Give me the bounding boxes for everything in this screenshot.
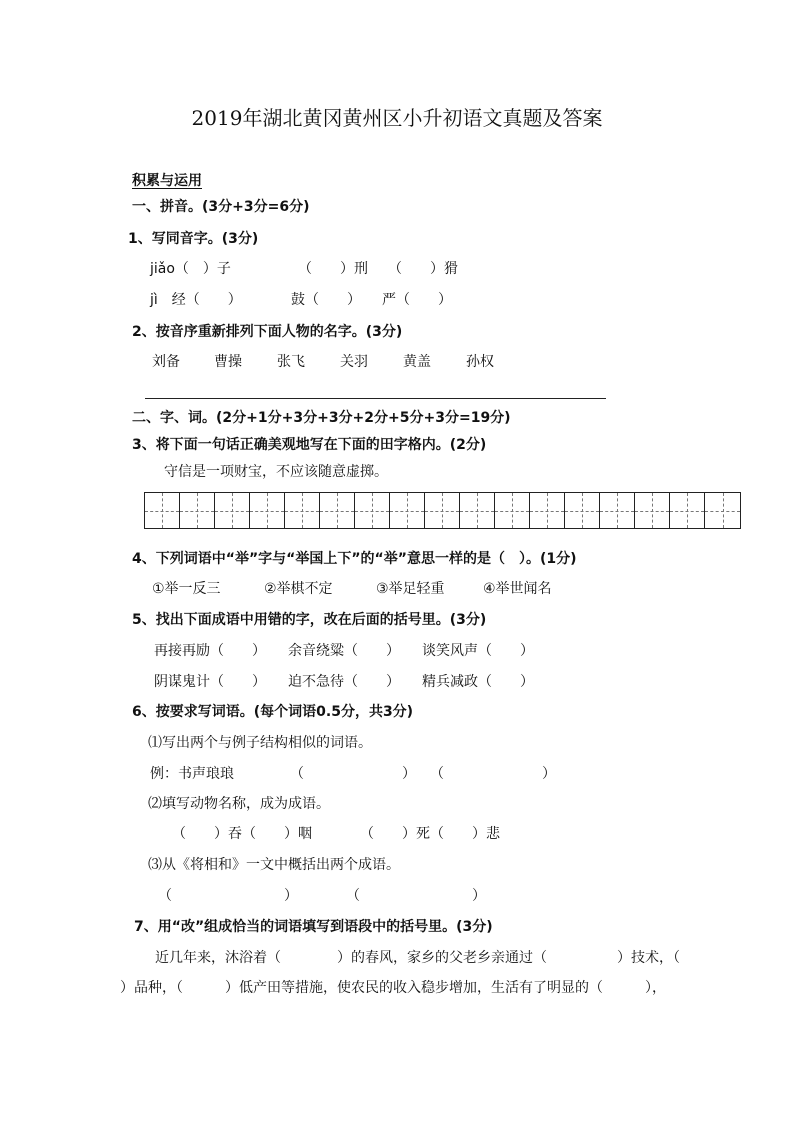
grid-cell[interactable] bbox=[355, 493, 390, 528]
answer-line[interactable] bbox=[145, 398, 606, 399]
grid-cell[interactable] bbox=[285, 493, 320, 528]
q6-sub1: ⑴写出两个与例子结构相似的词语。 bbox=[148, 735, 372, 751]
section-label: 积累与运用 bbox=[132, 173, 202, 189]
grid-cell[interactable] bbox=[145, 493, 180, 528]
idiom-item: 精兵减政（ ） bbox=[422, 674, 534, 690]
grid-cell[interactable] bbox=[530, 493, 565, 528]
part1-heading: 一、拼音。(3分+3分=6分) bbox=[132, 199, 310, 215]
q1-item: 严（ ） bbox=[382, 292, 452, 308]
grid-cell[interactable] bbox=[600, 493, 635, 528]
name-item: 黄盖 bbox=[403, 354, 431, 370]
part2-heading: 二、字、词。(2分+1分+3分+3分+2分+5分+3分=19分) bbox=[132, 410, 511, 426]
grid-cell[interactable] bbox=[565, 493, 600, 528]
grid-cell[interactable] bbox=[250, 493, 285, 528]
idiom-item: 余音绕粱（ ） bbox=[288, 643, 400, 659]
q7-line1: 近几年来，沐浴着（ ）的春风，家乡的父老乡亲通过（ ）技术，（ bbox=[155, 950, 680, 966]
grid-cell[interactable] bbox=[495, 493, 530, 528]
page-title: 2019年湖北黄冈黄州区小升初语文真题及答案 bbox=[191, 106, 603, 130]
name-item: 关羽 bbox=[340, 354, 368, 370]
q1-item: jiǎo（ ）子 bbox=[150, 261, 231, 277]
name-item: 孙权 bbox=[466, 354, 494, 370]
q2-heading: 2、按音序重新排列下面人物的名字。(3分) bbox=[132, 324, 403, 340]
grid-cell[interactable] bbox=[390, 493, 425, 528]
grid-cell[interactable] bbox=[320, 493, 355, 528]
q1-item: jì 经（ ） bbox=[150, 292, 242, 308]
q7-heading: 7、用“改”组成恰当的词语填写到语段中的括号里。(3分) bbox=[134, 919, 493, 935]
tianzige-grid[interactable] bbox=[144, 492, 741, 529]
grid-cell[interactable] bbox=[635, 493, 670, 528]
grid-cell[interactable] bbox=[215, 493, 250, 528]
q6-heading: 6、按要求写词语。(每个词语0.5分，共3分) bbox=[132, 704, 414, 720]
q3-sentence: 守信是一项财宝，不应该随意虚掷。 bbox=[164, 464, 388, 480]
option-item: ①举一反三 bbox=[152, 581, 221, 597]
q1-item: （ ）猾 bbox=[388, 261, 458, 277]
option-item: ②举棋不定 bbox=[264, 581, 333, 597]
option-item: ④举世闻名 bbox=[483, 581, 552, 597]
q6-sub2: ⑵填写动物名称，成为成语。 bbox=[148, 796, 330, 812]
grid-cell[interactable] bbox=[460, 493, 495, 528]
idiom-item: 再接再励（ ） bbox=[154, 643, 266, 659]
q3-heading: 3、将下面一句话正确美观地写在下面的田字格内。(2分) bbox=[132, 437, 487, 453]
q6-example: 例：书声琅琅 bbox=[150, 766, 234, 782]
idiom-item: 谈笑风声（ ） bbox=[422, 643, 534, 659]
q1-heading: 1、写同音字。(3分) bbox=[128, 231, 259, 247]
q1-item: 鼓（ ） bbox=[291, 292, 361, 308]
q6-blank[interactable]: （ ） bbox=[430, 766, 556, 782]
q5-heading: 5、找出下面成语中用错的字，改在后面的括号里。(3分) bbox=[132, 612, 487, 628]
q6-blank[interactable]: （ ） bbox=[290, 766, 416, 782]
idiom-item: 迫不急待（ ） bbox=[288, 674, 400, 690]
q1-item: （ ）刑 bbox=[298, 261, 368, 277]
grid-cell[interactable] bbox=[670, 493, 705, 528]
name-item: 曹操 bbox=[214, 354, 242, 370]
q4-heading: 4、下列词语中“举”字与“举国上下”的“举”意思一样的是（ ）。(1分) bbox=[132, 551, 577, 567]
grid-cell[interactable] bbox=[425, 493, 460, 528]
option-item: ③举足轻重 bbox=[376, 581, 445, 597]
name-item: 张飞 bbox=[277, 354, 305, 370]
q6-sub3: ⑶从《将相和》一文中概括出两个成语。 bbox=[148, 857, 400, 873]
grid-cell[interactable] bbox=[705, 493, 740, 528]
q6-animal[interactable]: （ ）死（ ）悲 bbox=[360, 826, 500, 842]
name-item: 刘备 bbox=[152, 354, 180, 370]
q6-blank[interactable]: （ ） bbox=[346, 888, 486, 904]
q6-animal[interactable]: （ ）吞（ ）咽 bbox=[172, 826, 312, 842]
q7-line2: ）品种，（ ）低产田等措施，使农民的收入稳步增加，生活有了明显的（ ）， bbox=[120, 980, 666, 996]
idiom-item: 阴谋鬼计（ ） bbox=[154, 674, 266, 690]
grid-cell[interactable] bbox=[180, 493, 215, 528]
q6-blank[interactable]: （ ） bbox=[158, 888, 298, 904]
